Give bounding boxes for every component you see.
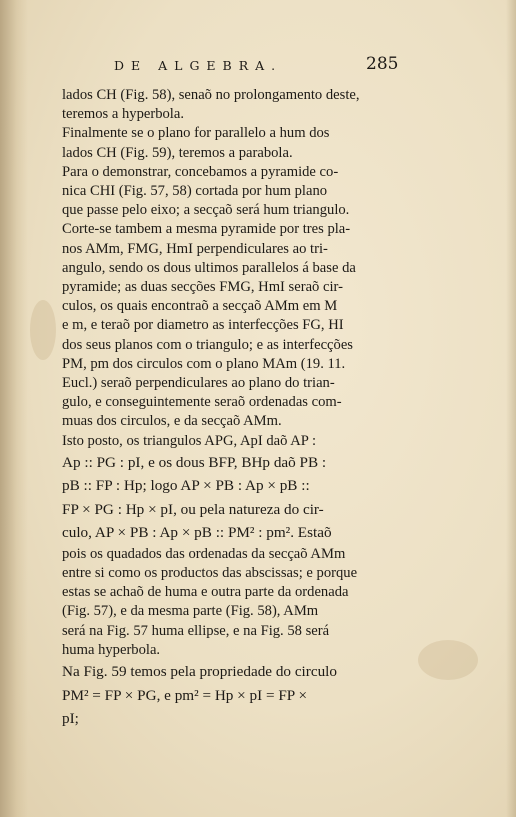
text-line: nica CHI (Fig. 57, 58) cortada por hum plano bbox=[62, 183, 328, 200]
paper-stain bbox=[30, 300, 56, 360]
text-line: gulo, e conseguintemente seraõ ordenadas com- bbox=[62, 394, 342, 411]
text-line: pI; bbox=[62, 710, 79, 728]
text-line: e m, e teraõ por diametro as interfecções FG, HI bbox=[62, 317, 344, 334]
gutter-shadow bbox=[0, 0, 28, 817]
text-line: será na Fig. 57 huma ellipse, e na Fig. 58 será bbox=[62, 622, 330, 639]
text-line: pyramide; as duas secções FMG, HmI seraõ cir- bbox=[62, 279, 343, 296]
text-line: angulo, sendo os dous ultimos parallelos á base da bbox=[62, 259, 356, 276]
running-title: DE ALGEBRA. bbox=[114, 58, 283, 73]
text-line: lados CH (Fig. 58), senaõ no prolongamento deste, bbox=[62, 87, 360, 103]
text-line: Isto posto, os triangulos APG, ApI daõ AP : bbox=[62, 432, 317, 449]
text-line: estas se achaõ de huma e outra parte da ordenada bbox=[62, 584, 349, 601]
text-line: Ap :: PG : pI, e os dous BFP, BHp daõ PB : bbox=[62, 453, 327, 471]
text-line: dos seus planos com o triangulo; e as interfecções bbox=[62, 336, 353, 353]
text-line: lados CH (Fig. 59), teremos a parabola. bbox=[62, 144, 293, 161]
text-line: Na Fig. 59 temos pela propriedade do circulo bbox=[62, 663, 337, 681]
text-line: (Fig. 57), e da mesma parte (Fig. 58), AMm bbox=[62, 603, 319, 620]
body-text bbox=[62, 86, 400, 731]
text-line: culo, AP × PB : Ap × pB :: PM² : pm². Estaõ bbox=[62, 524, 332, 542]
text-line: FP × PG : Hp × pI, ou pela natureza do cir- bbox=[62, 500, 324, 518]
text-line: Corte-se tambem a mesma pyramide por tres pla- bbox=[62, 221, 351, 238]
text-line: Para o demonstrar, concebamos a pyramide co- bbox=[62, 163, 339, 180]
text-line: muas dos circulos, e da secçaõ AMm. bbox=[62, 413, 282, 430]
text-line: culos, os quais encontraõ a secçaõ AMm em M bbox=[62, 298, 338, 315]
page-header bbox=[62, 56, 398, 80]
text-line: nos AMm, FMG, HmI perpendiculares ao tri- bbox=[62, 240, 328, 257]
text-line: teremos a hyperbola. bbox=[62, 106, 184, 123]
text-line: Eucl.) seraõ perpendiculares ao plano do trian- bbox=[62, 375, 335, 392]
text-line: pois os quadados das ordenadas da secçaõ AMm bbox=[62, 545, 346, 562]
text-line: pB :: FP : Hp; logo AP × PB : Ap × pB :: bbox=[62, 477, 310, 495]
page-edge bbox=[506, 0, 516, 817]
text-line: PM² = FP × PG, e pm² = Hp × pI = FP × bbox=[62, 686, 308, 704]
text-line: PM, pm dos circulos com o plano MAm (19. 11. bbox=[62, 355, 346, 372]
page-number: 285 bbox=[366, 54, 399, 74]
paper-stain bbox=[418, 640, 478, 680]
text-line: que passe pelo eixo; a secçaõ será hum triangulo. bbox=[62, 202, 350, 219]
text-line: huma hyperbola. bbox=[62, 641, 161, 658]
text-line: entre si como os productos das abscissas; e porque bbox=[62, 565, 358, 582]
text-line: Finalmente se o plano for parallelo a hum dos bbox=[62, 125, 330, 142]
